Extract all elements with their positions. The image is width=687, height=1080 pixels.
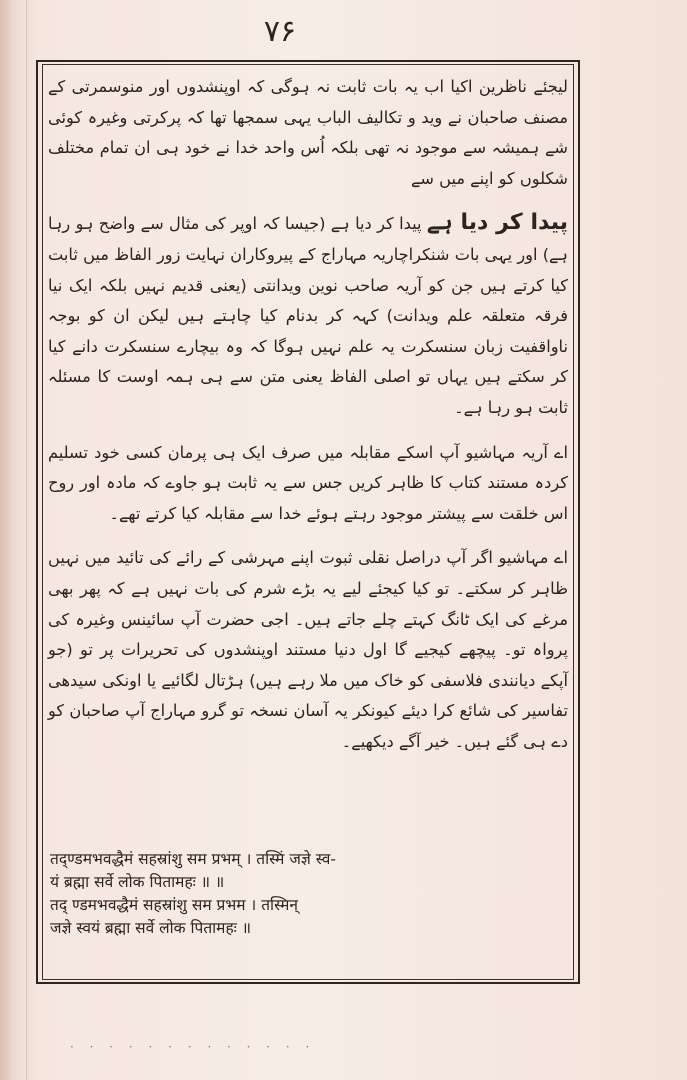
paragraph-2-text: پیدا کر دیا ہے (جیسا کہ اوپر کی مثال سے واضح ہو رہا ہے) اور یہی بات شنکراچاریہ مہاراج کے پیروکاران نہایت زور الفاظ میں ثابت کیا کرتے ہیں جن کو آریہ صاحب نوین ویدانتی (یعنی قدیم نہیں بلکہ ایک نیا فرقہ متعلقہ علم ویدانت) کہہ کر بدنام کیا چاہتے ہیں لیکن ان کو بوجہ ناواقفیت زبان سنسکرت یہ علم نہیں ہوگا کہ وہ بیچارے سنسکرت دانے کیا کر سکتے ہیں یہاں تو اصلی الفاظ یعنی متن سے ہی ہمہ اوست کا مسئلہ ثابت ہو رہا ہے۔ xyxy=(48,214,568,417)
verse-line: जज्ञे स्वयं ब्रह्मा सर्वे लोक पितामहः ॥ xyxy=(50,919,252,937)
page-binding-edge xyxy=(0,0,27,1080)
emphasized-phrase: پیدا کر دیا ہے xyxy=(426,210,568,236)
verse-line: तद् ण्डमभवद्धैमं सहस्रांशु सम प्रभम । तस्मिन् xyxy=(50,896,298,914)
paragraph-2 xyxy=(48,208,568,423)
paragraph-3: اے آریہ مہاشیو آپ اسکے مقابلہ میں صرف ایک ہی پرمان کسی خود تسلیم کردہ مستند کتاب کا ظاہر کریں جس سے یہ ثابت ہو جاوے کہ مادہ اور روح اس خلقت سے پیشتر موجود رہتے ہوئے خدا سے مقابلہ کیا کرتے تھے۔ xyxy=(48,442,568,523)
paragraph-4: اے مہاشیو اگر آپ دراصل نقلی ثبوت اپنے مہرشی کے رائے کی تائید میں نہیں ظاہر کر سکتے۔ تو کیا کیجئے لیے یہ بڑے شرم کی بات نہیں ہے کہ پھر بھی مرغے کی ایک ٹانگ کہتے چلے جاتے ہیں۔ اجی حضرت آپ سائینس وغیرہ کی پرواہ تو۔ پیچھے کیجیے گا اول دنیا مستند اوپنشدوں کی تحریرات پر تو (جو آپکے دیانندی فلاسفی کو خاک میں ملا رہے ہیں) ہڑتال لگائیے یا اونکی سیدھی تفاسیر کی شائع کرا دیئے کیونکر یہ آسان نسخہ تو گرو مہاراج آپ صاحبان کو دے ہی گئے ہیں۔ خیر آگے دیکھیے۔ xyxy=(48,548,568,751)
paragraph-1: لیجئے ناظرین اکیا اب یہ بات ثابت نہ ہوگی کہ اوپنشدوں اور منوسمرتی کے مصنف صاحبان نے وید و تکالیف الباب یہی سمجھا تھا کہ پرکرتی وغیرہ کوئی شے ہمیشہ سے موجود نہ تھی بلکہ اُس واحد خدا نے خود ہی ان تمام مختلف شکلوں کو اپنے میں سے xyxy=(48,77,568,188)
bottom-bleed-marks: · · · · · · · · · · · · · xyxy=(70,1040,316,1054)
page-number: ۷۶ xyxy=(263,14,297,49)
verse-line: यं ब्रह्मा सर्वे लोक पितामहः ॥ ॥ xyxy=(50,873,225,891)
sanskrit-verse xyxy=(50,848,570,940)
verse-line: तद्‌ण्डमभवद्धैमं सहस्रांशु सम प्रभम् । तस्मिं जज्ञे स्व- xyxy=(50,850,336,868)
urdu-text-block xyxy=(48,72,568,771)
